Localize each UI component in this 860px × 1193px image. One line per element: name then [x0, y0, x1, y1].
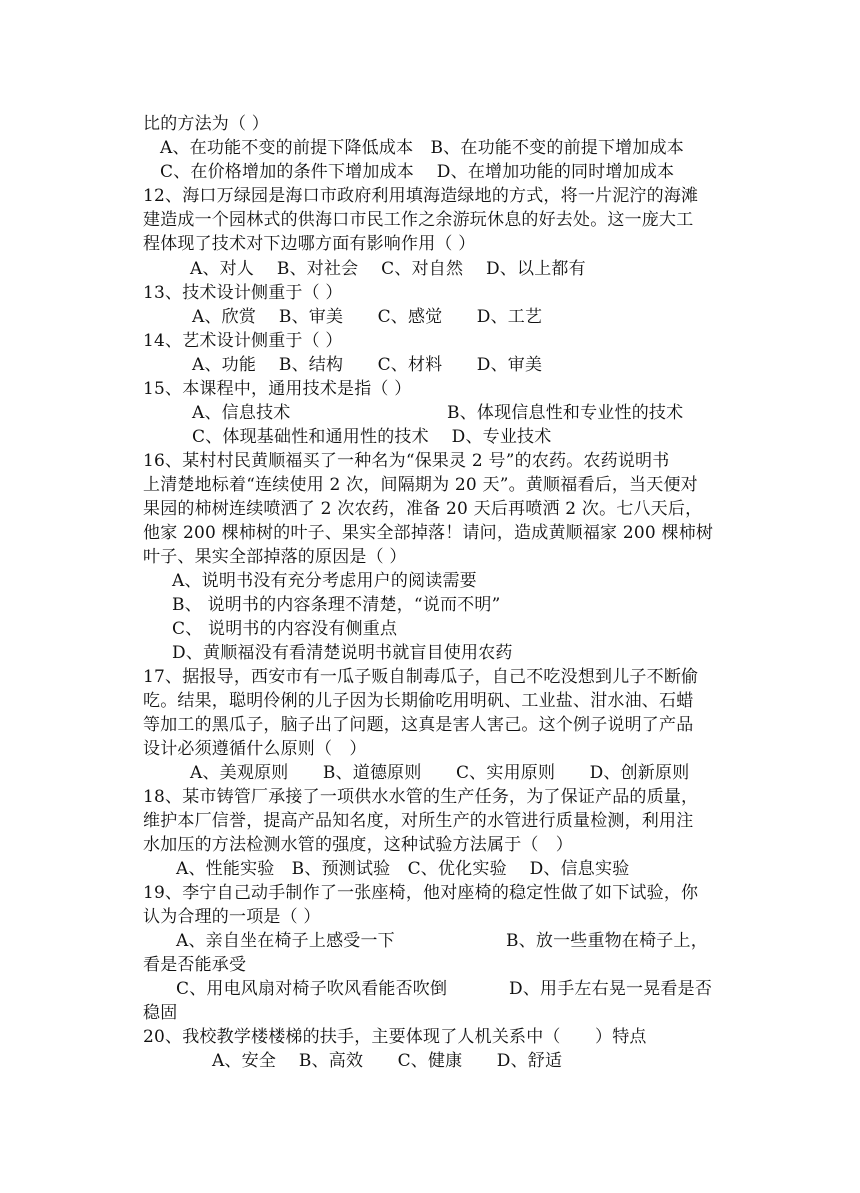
q11-options-ab: A、在功能不变的前提下降低成本 B、在功能不变的前提下增加成本: [160, 138, 684, 158]
q16-stem-line3: 果园的柿树连续喷洒了 2 次农药，准备 20 天后再喷洒 2 次。七八天后，: [143, 499, 703, 519]
q19-option-d-cont: 稳固: [143, 1003, 178, 1023]
q20-options: A、安全 B、高效 C、健康 D、舒适: [212, 1051, 563, 1071]
q17-stem-line4: 设计必须遵循什么原则（ ）: [143, 739, 367, 759]
q12-stem-line1: 12、海口万绿园是海口市政府利用填海造绿地的方式，将一片泥泞的海滩: [143, 186, 699, 206]
q14-options: A、功能 B、结构 C、材料 D、审美: [192, 355, 543, 375]
q12-options: A、对人 B、对社会 C、对自然 D、以上都有: [190, 259, 586, 279]
q18-options: A、性能实验 B、预测试验 C、优化实验 D、信息实验: [176, 859, 630, 879]
q16-stem-line1: 16、某村村民黄顺福买了一种名为“保果灵 2 号”的农药。农药说明书: [143, 451, 670, 471]
q15-options-cd: C、体现基础性和通用性的技术 D、专业技术: [192, 427, 552, 447]
q17-options: A、美观原则 B、道德原则 C、实用原则 D、创新原则: [190, 763, 690, 783]
q12-stem-line2: 建造成一个园林式的供海口市民工作之余游玩休息的好去处。这一庞大工: [143, 210, 694, 230]
q17-stem-line1: 17、据报导，西安市有一瓜子贩自制毒瓜子，自己不吃没想到儿子不断偷: [143, 667, 699, 687]
q15-option-b: B、体现信息性和专业性的技术: [447, 403, 684, 423]
q16-stem-line4: 他家 200 棵柿树的叶子、果实全部掉落！请问，造成黄顺福家 200 棵柿树: [143, 523, 714, 543]
q16-option-d: D、黄顺福没有看清楚说明书就盲目使用农药: [172, 643, 513, 663]
q14-stem: 14、艺术设计侧重于（ ）: [143, 331, 343, 351]
q16-option-a: A、说明书没有充分考虑用户的阅读需要: [172, 571, 477, 591]
q16-stem-line2: 上清楚地标着“连续使用 2 次，间隔期为 20 天”。黄顺福看后，当天便对: [143, 475, 698, 495]
q19-option-c: C、用电风扇对椅子吹风看能否吹倒: [176, 979, 448, 999]
q11-options-cd: C、在价格增加的条件下增加成本 D、在增加功能的同时增加成本: [160, 162, 675, 182]
q19-option-b-cont: 看是否能承受: [143, 955, 247, 975]
q19-option-a: A、亲自坐在椅子上感受一下: [176, 931, 395, 951]
q13-stem: 13、技术设计侧重于（ ）: [143, 283, 343, 303]
q19-option-d: D、用手左右晃一晃看是否: [509, 979, 713, 999]
q16-option-c: C、 说明书的内容没有侧重点: [172, 619, 398, 639]
q15-stem: 15、本课程中，通用技术是指（ ）: [143, 379, 412, 399]
q13-options: A、欣赏 B、审美 C、感觉 D、工艺: [192, 307, 543, 327]
q18-stem-line3: 水加压的方法检测水管的强度，这种试验方法属于（ ）: [143, 835, 573, 855]
q18-stem-line2: 维护本厂信誉，提高产品知名度，对所生产的水管进行质量检测，利用注: [143, 811, 694, 831]
q12-stem-line3: 程体现了技术对下边哪方面有影响作用（ ）: [143, 234, 476, 254]
q15-option-a: A、信息技术: [192, 403, 291, 423]
q18-stem-line1: 18、某市铸管厂承接了一项供水水管的生产任务，为了保证产品的质量，: [143, 787, 699, 807]
q11-stem-tail: 比的方法为（ ）: [143, 114, 270, 134]
q19-stem-line2: 认为合理的一项是（ ）: [143, 907, 321, 927]
q20-stem: 20、我校教学楼楼梯的扶手，主要体现了人机关系中（ ）特点: [143, 1027, 647, 1047]
q19-stem-line1: 19、李宁自己动手制作了一张座椅，他对座椅的稳定性做了如下试验，你: [143, 883, 699, 903]
q17-stem-line2: 吃。结果，聪明伶俐的儿子因为长期偷吃用明矾、工业盐、泔水油、石蜡: [143, 691, 694, 711]
q16-option-b: B、 说明书的内容条理不清楚，“说而不明”: [172, 595, 501, 615]
q16-stem-line5: 叶子、果实全部掉落的原因是（ ）: [143, 547, 407, 567]
q19-option-b: B、放一些重物在椅子上，: [506, 931, 708, 951]
q17-stem-line3: 等加工的黑瓜子，脑子出了问题，这真是害人害己。这个例子说明了产品: [143, 715, 694, 735]
